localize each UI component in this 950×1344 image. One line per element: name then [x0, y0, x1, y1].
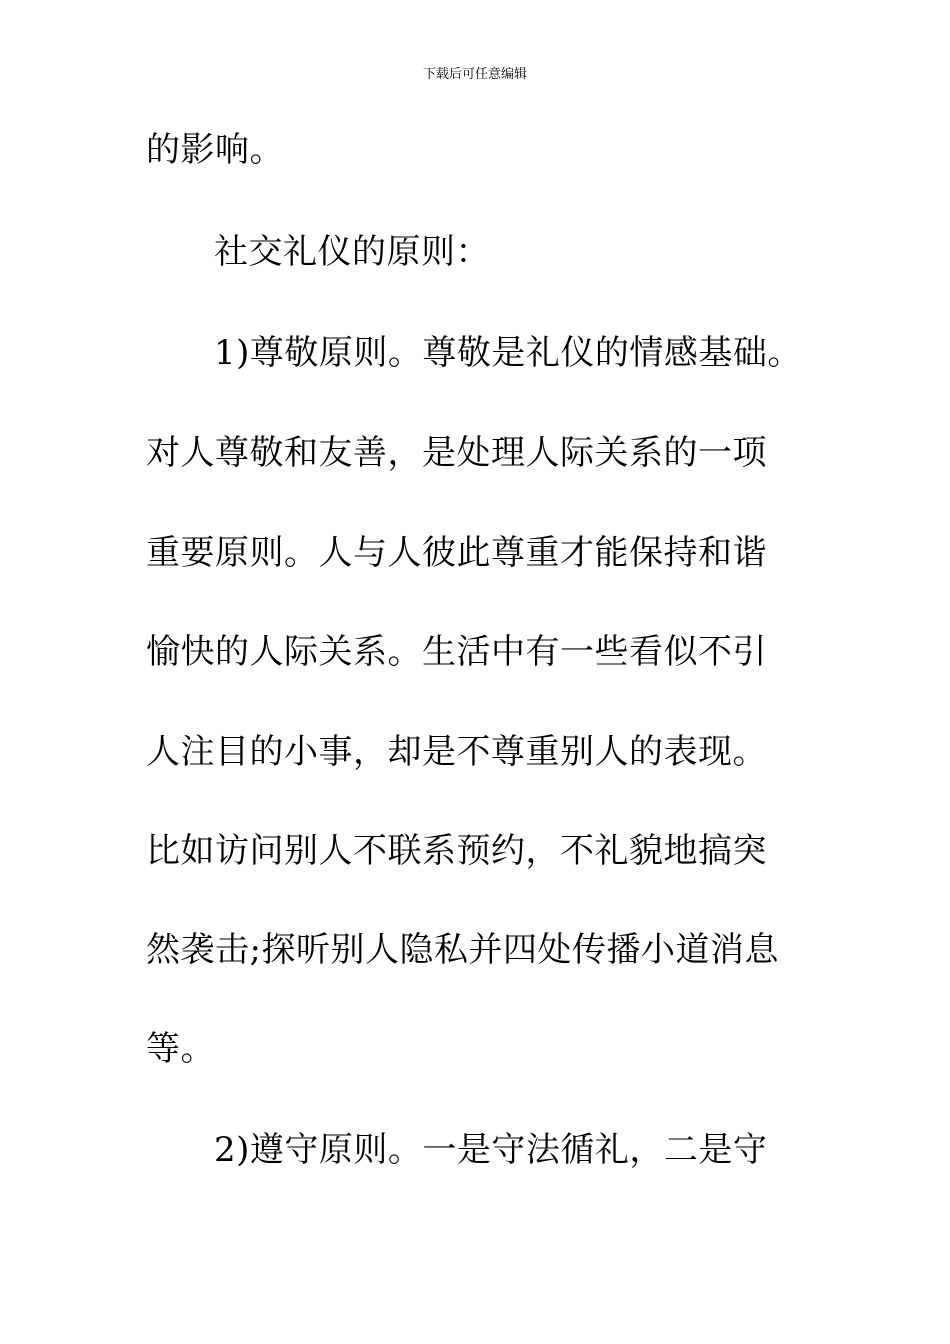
text-line-9: 然袭击;探听别人隐私并四处传播小道消息	[146, 930, 779, 970]
text-line-6: 愉快的人际关系。生活中有一些看似不引	[146, 632, 767, 672]
text-line-10: 等。	[146, 1029, 215, 1069]
text-line-3: 1)尊敬原则。尊敬是礼仪的情感基础。	[214, 333, 802, 373]
text-line-4: 对人尊敬和友善，是处理人际关系的一项	[146, 433, 767, 473]
text-line-8: 比如访问别人不联系预约，不礼貌地搞突	[146, 831, 767, 871]
page-header: 下载后可任意编辑	[422, 67, 527, 82]
text-line-2: 社交礼仪的原则：	[214, 232, 490, 272]
text-line-1: 的影响。	[146, 130, 284, 170]
text-line-11: 2)遵守原则。一是守法循礼，二是守	[214, 1130, 768, 1170]
text-line-7: 人注目的小事，却是不尊重别人的表现。	[146, 732, 767, 772]
text-line-5: 重要原则。人与人彼此尊重才能保持和谐	[146, 533, 767, 573]
